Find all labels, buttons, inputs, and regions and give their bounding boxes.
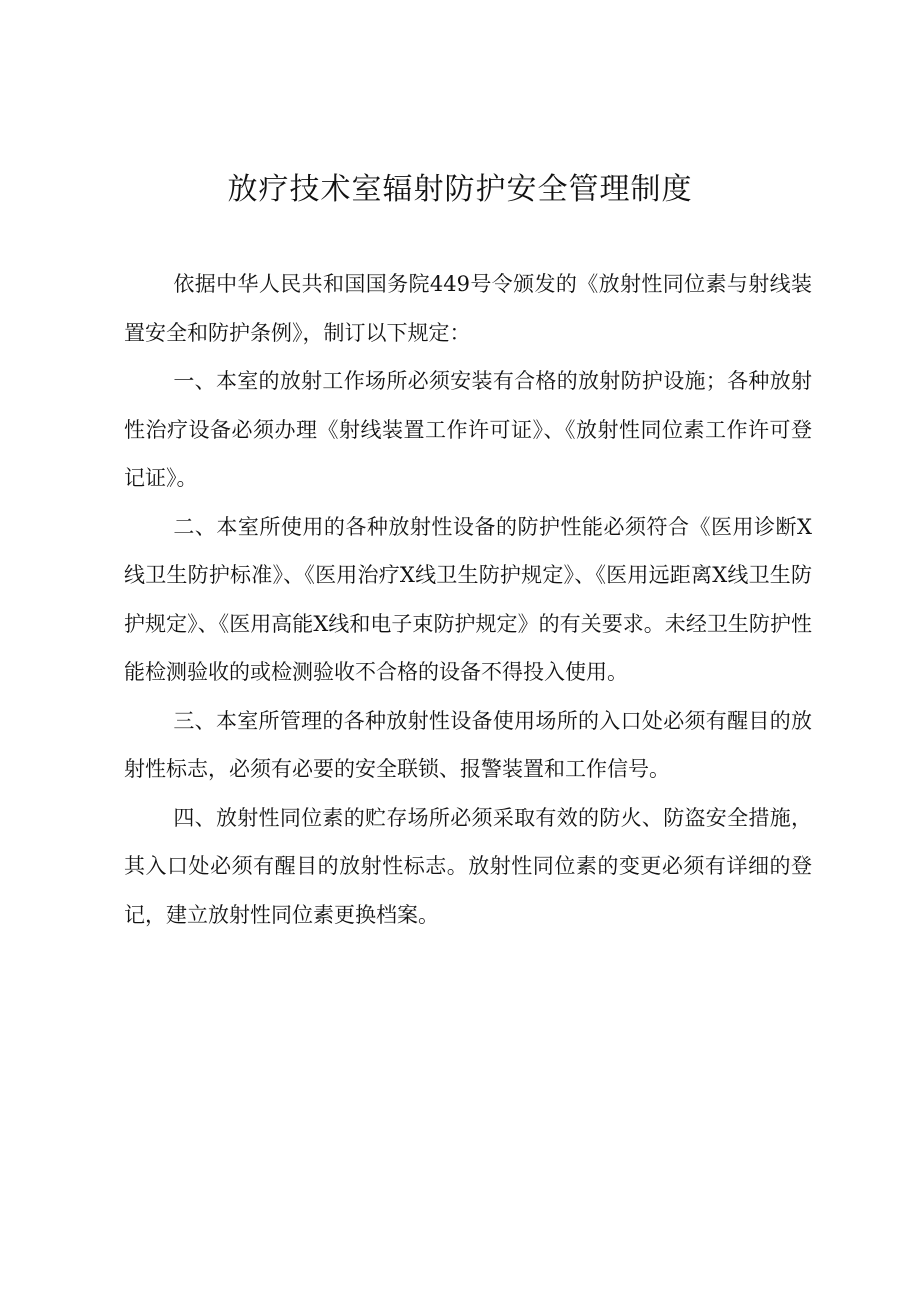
paragraph-intro: 依据中华人民共和国国务院449号令颁发的《放射性同位素与射线装置安全和防护条例》，制订以下规定： xyxy=(124,272,812,345)
paragraph-rule-4: 四、放射性同位素的贮存场所必须采取有效的防火、防盗安全措施，其入口处必须有醒目的放射性标志。放射性同位素的变更必须有详细的登记，建立放射性同位素更换档案。 xyxy=(124,805,812,927)
paragraph-rule-3: 三、本室所管理的各种放射性设备使用场所的入口处必须有醒目的放射性标志，必须有必要的安全联锁、报警装置和工作信号。 xyxy=(124,708,812,781)
document-body xyxy=(124,260,812,939)
document-title: 放疗技术室辐射防护安全管理制度 xyxy=(227,172,693,207)
paragraph-rule-1: 一、本室的放射工作场所必须安装有合格的放射防护设施；各种放射性治疗设备必须办理《射线装置工作许可证》、《放射性同位素工作许可登记证》。 xyxy=(124,369,812,490)
paragraph-rule-2: 二、本室所使用的各种放射性设备的防护性能必须符合《医用诊断X线卫生防护标准》、《医用治疗X线卫生防护规定》、《医用远距离X线卫生防护规定》、《医用高能X线和电子束防护规定》的有关要求。未经卫生防护性能检测验收的或检测验收不合格的设备不得投入使用。 xyxy=(124,514,812,684)
